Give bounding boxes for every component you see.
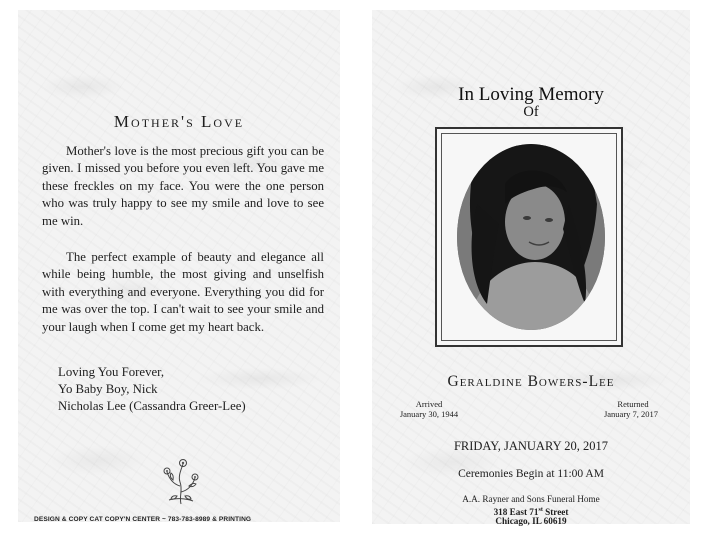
floral-ornament-icon: [159, 456, 203, 506]
returned-label: Returned: [617, 399, 649, 409]
poem-page: [18, 10, 340, 522]
funeral-home-name: A.A. Rayner and Sons Funeral Home: [462, 494, 600, 504]
birth-date: January 30, 1944: [399, 409, 459, 419]
death-date: January 7, 2017: [603, 409, 659, 419]
printer-credit: DESIGN & COPY CAT COPY'N CENTER ~ 783-783-8989 & PRINTING: [34, 516, 252, 523]
portrait-photo: [457, 144, 605, 330]
poem-paragraph: The perfect example of beauty and elegance all while being humble, the most giving and unselfish with everything and everyone. Everything you did for me was over the top. I can't wait to see your smile and your laugh when I come get my heart back.: [42, 250, 324, 334]
street-number: 318 East 71: [493, 507, 539, 518]
ceremony-time: Ceremonies Begin at 11:00 AM: [458, 468, 604, 480]
signature-closing: Loving You Forever,: [58, 365, 165, 379]
cover-title: In Loving Memory: [458, 84, 604, 105]
street-ordinal: st: [538, 507, 543, 513]
poem-title: Mother's Love: [113, 112, 245, 131]
arrived-label: Arrived: [415, 399, 443, 409]
cover-subtitle: Of: [523, 104, 539, 120]
service-date: FRIDAY, JANUARY 20, 2017: [453, 439, 609, 453]
funeral-home-city: Chicago, IL 60619: [495, 516, 567, 526]
deceased-name: Geraldine Bowers-Lee: [447, 373, 615, 390]
street-name: Street: [545, 507, 569, 518]
cover-page: [372, 10, 690, 524]
signature-fullname: Nicholas Lee (Cassandra Greer-Lee): [58, 399, 246, 413]
signature-nickname: Yo Baby Boy, Nick: [58, 382, 158, 396]
poem-paragraph: Mother's love is the most precious gift you can be given. I missed you before you even left. You gave me these freckles on my face. You were the one person who was truly happy to see my smile and love to see me win.: [42, 144, 324, 228]
